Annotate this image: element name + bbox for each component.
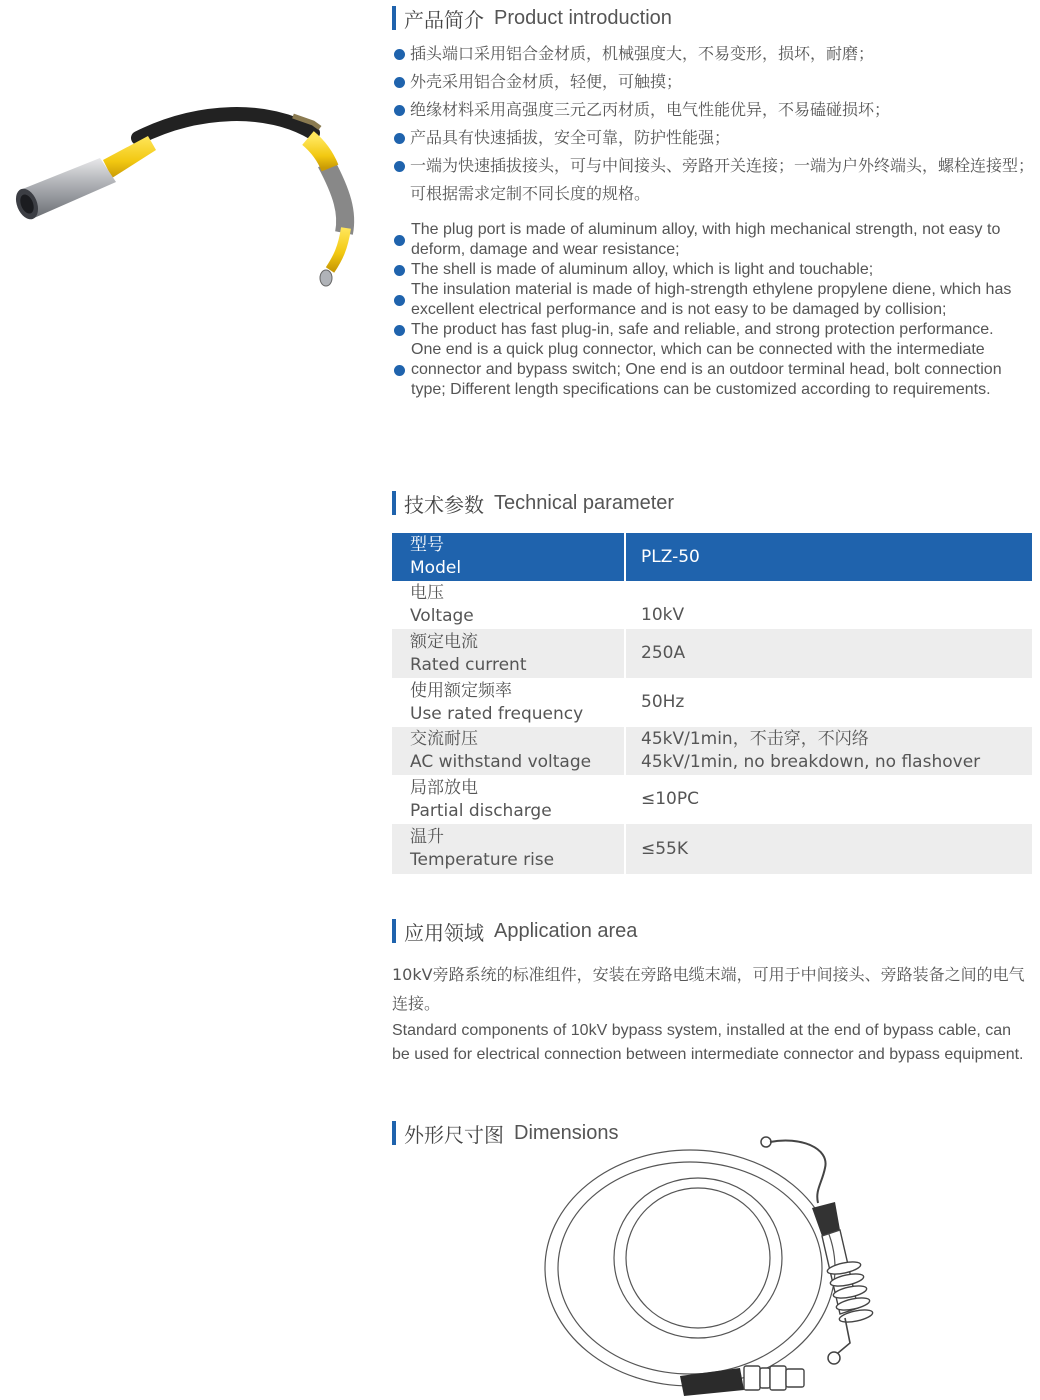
table-cell-label [392,824,626,874]
heading-bar [392,6,396,30]
list-item: The shell is made of aluminum alloy, which is light and touchable; [392,260,1032,280]
list-item: 插头端口采用铝合金材质，机械强度大，不易变形，损坏，耐磨； [392,40,1040,68]
tech-title-en: Technical parameter [494,491,675,514]
table-row [392,533,1032,581]
value-text-2: 45kV/1min, no breakdown, no flashover [641,752,981,772]
value-text: 10kV [641,604,685,625]
label-en: Rated current [410,654,527,675]
product-photo [8,98,368,288]
table-cell-value [626,775,1032,824]
table-cell-label [392,678,626,727]
application-title-en: Application area [494,919,638,942]
application-text-en: Standard components of 10kV bypass system, installed at the end of bypass cable, can be used for electrical connection between intermediate connector and bypass equipment. [392,1022,1024,1063]
label-zh: 额定电流 [410,631,478,652]
label-zh: 使用额定频率 [410,680,512,701]
list-item: 绝缘材料采用高强度三元乙丙材质，电气性能优异，不易磕碰损坏； [392,96,1040,124]
intro-heading [392,4,672,32]
heading-bar [392,1121,396,1145]
intro-list-en [392,220,1032,400]
application-title-zh: 应用领域 [404,920,484,945]
value-text: 250A [641,643,686,663]
table-row [392,824,1032,874]
label-zh: 型号 [410,535,444,555]
intro-title-en: Product introduction [494,6,672,29]
list-item: The insulation material is made of high-strength ethylene propylene diene, which has excellent electrical performance and is not easy to be damaged by collision; [392,280,1032,320]
label-en: Use rated frequency [410,703,584,724]
heading-bar [392,919,396,943]
label-en: Temperature rise [410,850,555,870]
label-zh: 局部放电 [410,777,478,798]
spec-table [392,533,1032,874]
value-text: 45kV/1min，不击穿，不闪络 [641,729,869,749]
table-row [392,727,1032,775]
application-heading [392,917,637,945]
dimensions-title-zh: 外形尺寸图 [404,1122,504,1147]
intro-title-zh: 产品简介 [404,7,484,32]
table-cell-label [392,629,626,678]
table-row [392,581,1032,629]
label-zh: 温升 [410,827,444,847]
label-en: Partial discharge [410,800,552,821]
tech-title-zh: 技术参数 [404,492,484,517]
label-en: Model [410,558,462,578]
list-item: 产品具有快速插拔，安全可靠，防护性能强； [392,124,1040,152]
list-item: One end is a quick plug connector, which can be connected with the intermediate connector and bypass switch; One end is an outdoor terminal head, bolt connection type; Different length specifications can be customized according to requirements. [392,340,1032,400]
list-item: 一端为快速插拔接头，可与中间接头、旁路开关连接；一端为户外终端头，螺栓连接型；可根据需求定制不同长度的规格。 [392,152,1040,208]
application-text-zh: 10kV旁路系统的标准组件，安装在旁路电缆末端，可用于中间接头、旁路装备之间的电气连接。 [392,965,1025,1013]
value-text: PLZ-50 [641,546,700,567]
table-row [392,629,1032,678]
table-row [392,678,1032,727]
heading-bar [392,491,396,515]
table-cell-label [392,533,626,581]
table-cell-label [392,581,626,629]
table-cell-value [626,824,1032,874]
table-row [392,775,1032,824]
label-en: Voltage [410,606,474,626]
label-zh: 电压 [410,583,444,603]
table-cell-label [392,775,626,824]
value-text: ≤10PC [641,789,699,809]
label-zh: 交流耐压 [410,729,478,749]
label-en: AC withstand voltage [410,752,592,772]
list-item: 外壳采用铝合金材质，轻便，可触摸； [392,68,1040,96]
list-item: The plug port is made of aluminum alloy, with high mechanical strength, not easy to deform, damage and wear resistance; [392,220,1032,260]
dimension-drawing [540,1128,910,1398]
tech-heading [392,489,674,517]
dimensions-title-en: Dimensions [514,1121,619,1144]
table-cell-value [626,629,1032,678]
value-text: ≤55K [641,838,689,859]
table-cell-value [626,727,1032,775]
table-cell-value [626,581,1032,629]
intro-list-zh [392,40,1040,208]
table-cell-value [626,533,1032,581]
value-text: 50Hz [641,692,685,712]
table-cell-label [392,727,626,775]
list-item: The product has fast plug-in, safe and reliable, and strong protection performance. [392,320,1032,340]
table-cell-value [626,678,1032,727]
